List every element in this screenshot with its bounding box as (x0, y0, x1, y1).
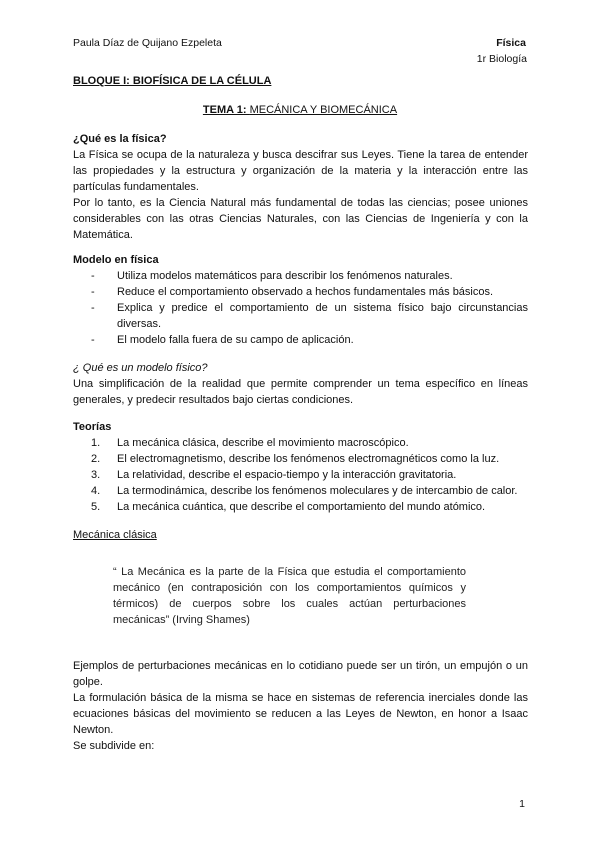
list-item-text: Reduce el comportamiento observado a hechos fundamentales más básicos. (117, 286, 494, 298)
list-item-text: La mecánica cuántica, que describe el comportamiento del mundo atómico. (117, 501, 486, 513)
section-classical-body (73, 658, 528, 754)
section-heading: ¿ Qué es un modelo físico? (73, 362, 208, 374)
section-model (73, 252, 528, 348)
list-item (91, 284, 528, 300)
paragraph: Por lo tanto, es la Ciencia Natural más fundamental de todas las ciencias; posee uniones considerables con las otras Ciencias Naturales, con las Ciencias de Ingeniería y con la Matemática. (73, 197, 528, 241)
list-bullet: - (91, 286, 95, 298)
header-subject: Física (496, 37, 526, 49)
section-heading: Teorías (73, 421, 112, 433)
header-course: 1r Biología (476, 53, 527, 65)
list-item-text: El electromagnetismo, describe los fenómenos electromagnéticos como la luz. (117, 453, 500, 465)
section-model-question (73, 360, 528, 408)
list-item (91, 467, 528, 483)
list-number: 1. (91, 437, 101, 449)
quote-block: “ La Mecánica es la parte de la Física que estudia el comportamiento mecánico (en contraposición con los comportamientos químicos y térmicos) de cuerpos sobre los cuales actúan perturbaciones mecánicas” (Irving Shames) (113, 566, 466, 626)
list-item (91, 332, 528, 348)
section-heading: ¿Qué es la física? (73, 133, 167, 145)
list-item (91, 268, 528, 284)
paragraph: Ejemplos de perturbaciones mecánicas en lo cotidiano puede ser un tirón, un empujón o un golpe. (73, 660, 528, 688)
paragraph: Una simplificación de la realidad que permite comprender un tema específico en líneas generales, y predecir resultados bajo ciertas condiciones. (73, 378, 528, 406)
paragraph: La Física se ocupa de la naturaleza y busca descifrar sus Leyes. Tiene la tarea de entender las propiedades y la estructura y organización de la materia y la interacción entre las partículas fundamentales. (73, 149, 528, 193)
topic-label: TEMA 1: (202, 104, 247, 116)
section-physics (73, 131, 528, 243)
list-item-text: Utiliza modelos matemáticos para describir los fenómenos naturales. (117, 270, 453, 282)
list-item-text: Explica y predice el comportamiento de un sistema físico bajo circunstancias diversas. (117, 302, 528, 330)
list-bullet: - (91, 302, 95, 314)
list-item (91, 483, 528, 499)
topic-title (0, 102, 600, 118)
list-number: 2. (91, 453, 101, 465)
list-bullet: - (91, 334, 95, 346)
theories-list (91, 435, 528, 515)
list-item-text: La relatividad, describe el espacio-tiempo y la interacción gravitatoria. (117, 469, 457, 481)
list-number: 5. (91, 501, 101, 513)
page-number: 1 (519, 798, 525, 810)
header-author: Paula Díaz de Quijano Ezpeleta (73, 37, 222, 49)
section-theories (73, 419, 528, 515)
section-heading: Modelo en física (73, 254, 159, 266)
model-list (91, 268, 528, 348)
list-number: 4. (91, 485, 101, 497)
list-item (91, 300, 528, 332)
list-item (91, 435, 528, 451)
list-bullet: - (91, 270, 95, 282)
list-item (91, 499, 528, 515)
topic-name: MECÁNICA Y BIOMECÁNICA (249, 104, 398, 116)
list-number: 3. (91, 469, 101, 481)
paragraph: Se subdivide en: (73, 740, 155, 752)
list-item (91, 451, 528, 467)
list-item-text: La termodinámica, describe los fenómenos moleculares y de intercambio de calor. (117, 485, 518, 497)
list-item-text: La mecánica clásica, describe el movimiento macroscópico. (117, 437, 409, 449)
classical-heading: Mecánica clásica (73, 529, 157, 541)
list-item-text: El modelo falla fuera de su campo de aplicación. (117, 334, 354, 346)
block-title: BLOQUE I: BIOFÍSICA DE LA CÉLULA (73, 75, 272, 87)
paragraph: La formulación básica de la misma se hace en sistemas de referencia inerciales donde las ecuaciones básicas del movimiento se reducen a las Leyes de Newton, en honor a Isaac Newton. (73, 692, 528, 736)
